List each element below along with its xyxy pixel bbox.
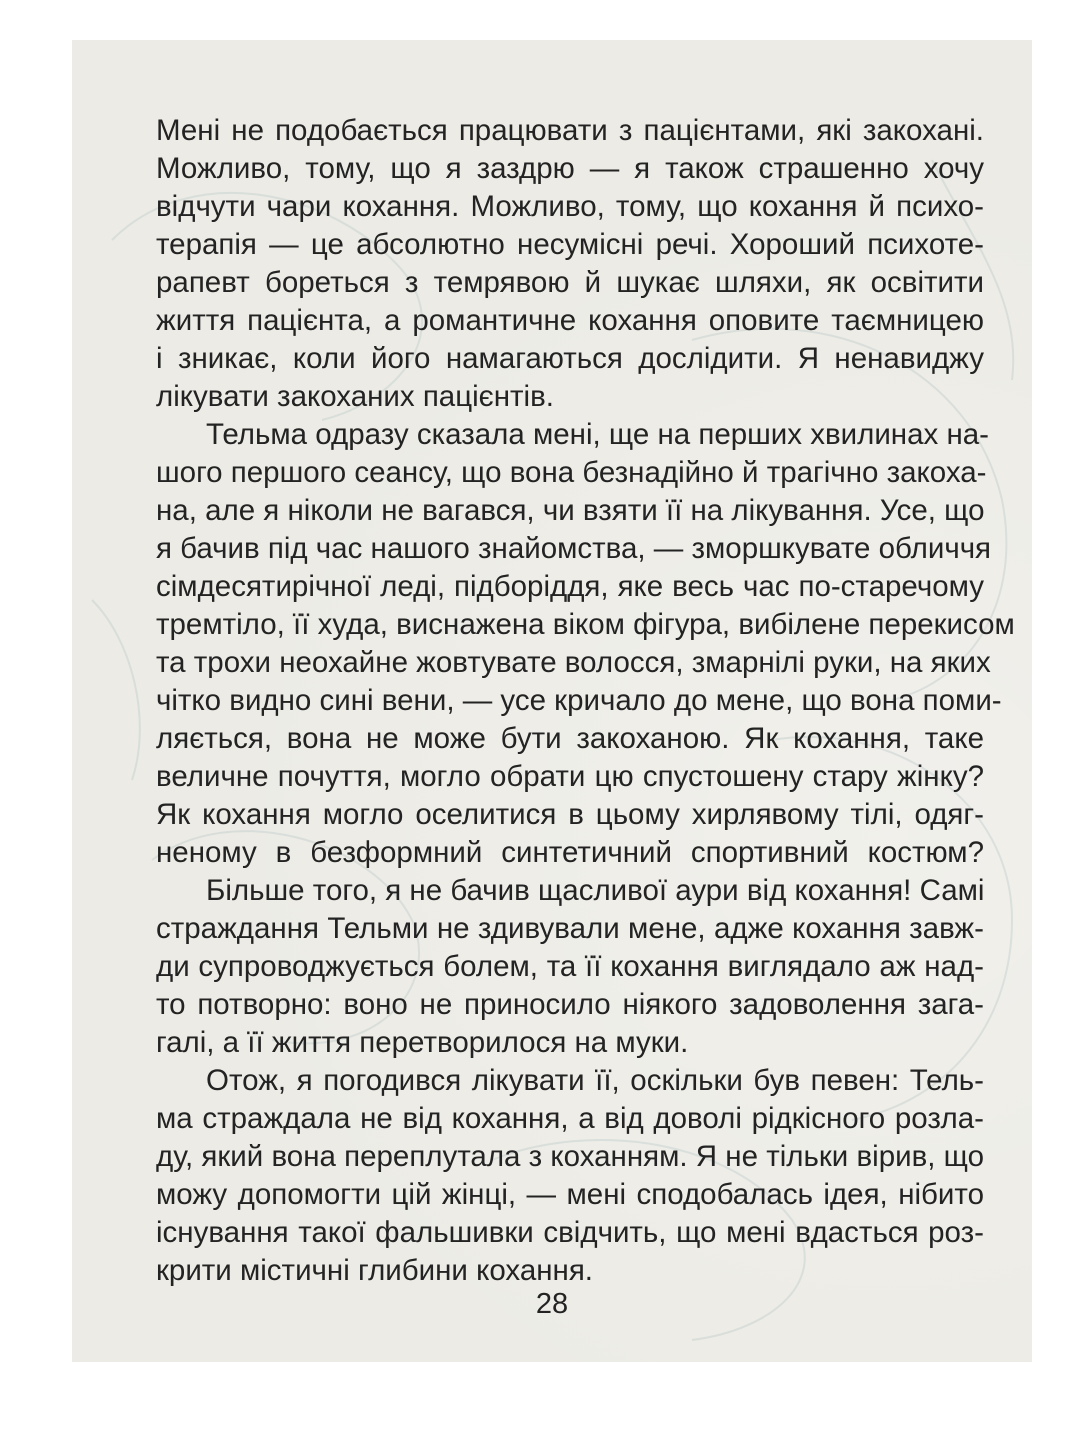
text-line: величне почуття, могло обрати цю спустошену стару жінку? [156, 760, 984, 793]
book-page [72, 40, 1032, 1362]
text-line: то потворно: воно не приносило ніякого задоволення зага- [156, 988, 984, 1021]
text-line: Тельма одразу сказала мені, ще на перших хвилинах на- [206, 418, 989, 451]
page-number: 28 [535, 1288, 569, 1320]
text-line: лікувати закоханих пацієнтів. [156, 380, 554, 413]
text-line: ду, який вона переплутала з коханням. Я не тільки вірив, що [156, 1140, 984, 1173]
text-line: та трохи неохайне жовтувате волосся, змарнілі руки, на яких [156, 646, 991, 679]
text-line: Як кохання могло оселитися в цьому хирлявому тілі, одяг- [156, 798, 984, 831]
paragraph [156, 872, 984, 1062]
text-line: Мені не подобається працювати з пацієнтами, які закохані. [156, 114, 984, 147]
text-line: Можливо, тому, що я заздрю — я також страшенно хочу [156, 152, 984, 185]
text-line: на, але я ніколи не вагався, чи взяти її на лікування. Усе, що [156, 494, 985, 527]
text-line: життя пацієнта, а романтичне кохання оповите таємницею [156, 304, 984, 337]
text-line: Отож, я погодився лікувати її, оскільки був певен: Тель- [206, 1064, 984, 1097]
text-line: сімдесятирічної леді, підборіддя, яке весь час по-старечому [156, 570, 984, 603]
text-line: терапія — це абсолютно несумісні речі. Хороший психоте- [156, 228, 984, 261]
paragraph [156, 112, 984, 416]
text-line: крити містичні глибини кохання. [156, 1254, 593, 1287]
text-line: ляється, вона не може бути закоханою. Як кохання, таке [156, 722, 984, 755]
text-line: галі, а її життя перетворилося на муки. [156, 1026, 689, 1059]
text-line: і зникає, коли його намагаються дослідити. Я ненавиджу [156, 342, 984, 375]
text-line: існування такої фальшивки свідчить, що мені вдасться роз- [156, 1216, 984, 1249]
text-line: ди супроводжується болем, та її кохання виглядало аж над- [156, 950, 984, 983]
body-text [156, 112, 1015, 1290]
text-line: страждання Тельми не здивували мене, адже кохання завж- [156, 912, 984, 945]
text-line: Більше того, я не бачив щасливої аури від кохання! Самі [206, 874, 985, 907]
paragraph [156, 1062, 984, 1290]
text-line: шого першого сеансу, що вона безнадійно й трагічно закоха- [156, 456, 987, 489]
text-line: відчути чари кохання. Можливо, тому, що кохання й психо- [156, 190, 984, 223]
text-line: рапевт бореться з темрявою й шукає шляхи, як освітити [156, 266, 984, 299]
text-line: можу допомогти цій жінці, — мені сподобалась ідея, нібито [156, 1178, 984, 1211]
text-line: чітко видно сині вени, — усе кричало до мене, що вона поми- [156, 684, 1002, 717]
text-line: ма страждала не від кохання, а від доволі рідкісного розла- [156, 1102, 984, 1135]
text-line: неному в безформний синтетичний спортивний костюм? [156, 836, 984, 869]
text-line: тремтіло, її худа, виснажена віком фігура, вибілене перекисом [156, 608, 1015, 641]
text-line: я бачив під час нашого знайомства, — зморшкувате обличчя [156, 532, 992, 565]
paragraph [156, 416, 1015, 872]
